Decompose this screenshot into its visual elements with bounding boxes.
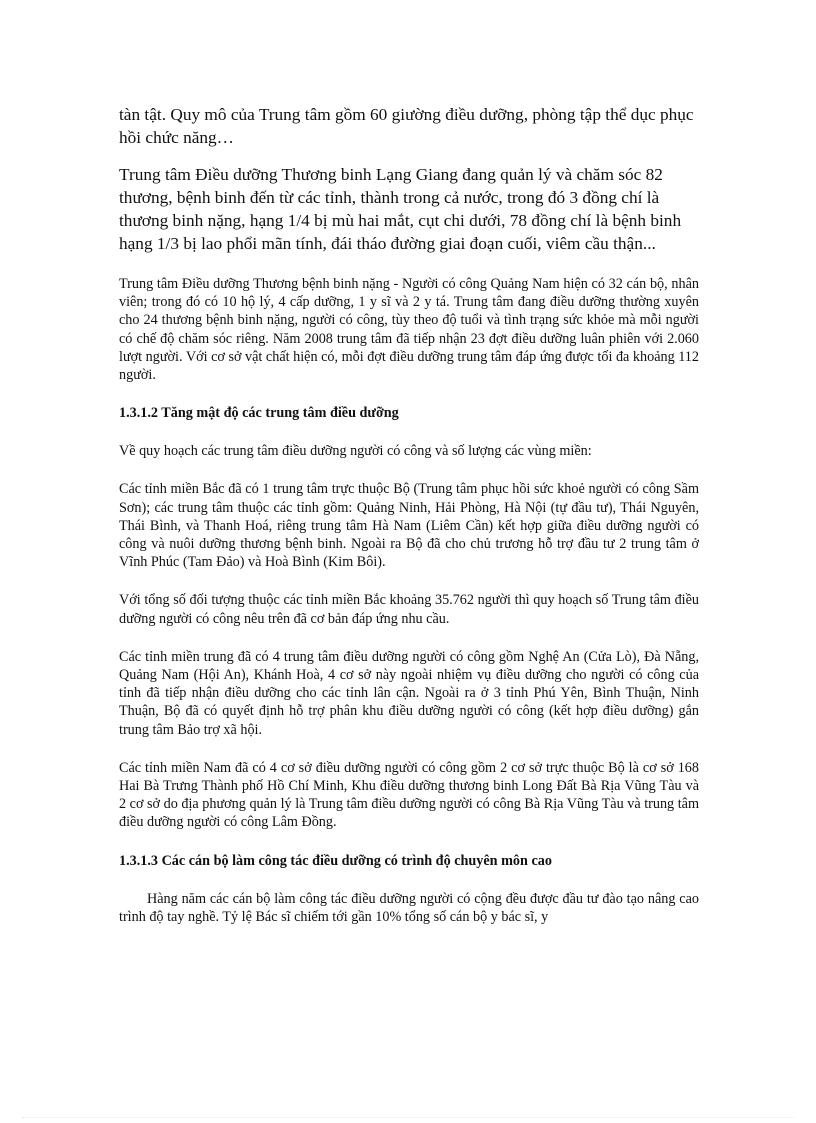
paragraph-planning-intro: Về quy hoạch các trung tâm điều dưỡng người có công và số lượng các vùng miền: bbox=[119, 443, 592, 460]
paragraph-lang-giang-center: Trung tâm Điều dưỡng Thương binh Lạng Giang đang quản lý và chăm sóc 82 thương, bệnh binh đến từ các tỉnh, thành trong cả nước, trong đó 3 đồng chí là thương binh nặng, hạng 1/4 bị mù hai mắt, cụt chi dưới, 78 đồng chí là bệnh binh hạng 1/3 bị lao phổi mãn tính, đái tháo đường giai đoạn cuối, viêm cầu thận... bbox=[119, 165, 682, 253]
paragraph-staff-training: Hàng năm các cán bộ làm công tác điều dưỡng người có cộng đều được đầu tư đào tạo nâng cao trình độ tay nghề. Tỷ lệ Bác sĩ chiếm tới gần 10% tổng số cán bộ y bác sĩ, y bbox=[119, 890, 699, 925]
document-page bbox=[119, 103, 699, 946]
page-bottom-divider bbox=[22, 1117, 794, 1118]
paragraph-southern-provinces: Các tỉnh miền Nam đã có 4 cơ sở điều dưỡng người có công gồm 2 cơ sở trực thuộc Bộ là cơ sở 168 Hai Bà Trưng Thành phố Hồ Chí Minh, Khu điều dưỡng thương binh Long Đất Bà Rịa Vũng Tàu và 2 cơ sở do địa phương quản lý là Trung tâm điều dưỡng người có công Bà Rịa Vũng Tàu và trung tâm điều dưỡng người có công Lâm Đồng. bbox=[119, 759, 699, 831]
section-heading-1-3-1-3: 1.3.1.3 Các cán bộ làm công tác điều dưỡng có trình độ chuyên môn cao bbox=[119, 852, 552, 869]
paragraph-central-provinces: Các tỉnh miền trung đã có 4 trung tâm điều dưỡng người có công gồm Nghệ An (Cửa Lò), Đà Nẵng, Quảng Nam (Hội An), Khánh Hoà, 4 cơ sở này ngoài nhiệm vụ điều dưỡng cho người có công của tỉnh đã tiếp nhận điều dưỡng cho các tỉnh lân cận. Ngoài ra ở 3 tỉnh Phú Yên, Bình Thuận, Ninh Thuận, Bộ đã có quyết định hỗ trợ phân khu điều dưỡng người có công (kết hợp điều dưỡng) gắn trung tâm Bảo trợ xã hội. bbox=[119, 648, 699, 738]
paragraph-northern-total: Với tổng số đối tượng thuộc các tỉnh miền Bắc khoảng 35.762 người thì quy hoạch số Trung tâm điều dưỡng người có công nêu trên đã cơ bản đáp ứng nhu cầu. bbox=[119, 592, 699, 627]
section-heading-1-3-1-2: 1.3.1.2 Tăng mật độ các trung tâm điều dưỡng bbox=[119, 405, 399, 422]
paragraph-intro-continuation: tàn tật. Quy mô của Trung tâm gồm 60 giường điều dưỡng, phòng tập thể dục phục hồi chức năng… bbox=[119, 105, 694, 147]
paragraph-northern-provinces: Các tỉnh miền Bắc đã có 1 trung tâm trực thuộc Bộ (Trung tâm phục hồi sức khoẻ người có công Sầm Sơn); các trung tâm thuộc các tỉnh gồm: Quảng Ninh, Hải Phòng, Hà Nội (tự đầu tư), Thái Nguyên, Thái Bình, và Thanh Hoá, riêng trung tâm Hà Nam (Liêm Cần) kết hợp giữa điều dưỡng người có công và nuôi dưỡng thương bệnh binh. Ngoài ra Bộ đã cho chủ trương hỗ trợ đầu tư 2 trung tâm ở Vĩnh Phúc (Tam Đảo) và Hoà Bình (Kim Bôi). bbox=[119, 481, 699, 571]
paragraph-quang-nam-center: Trung tâm Điều dưỡng Thương bệnh binh nặng - Người có công Quảng Nam hiện có 32 cán bộ, nhân viên; trong đó có 10 hộ lý, 4 cấp dưỡng, 1 y sĩ và 2 y tá. Trung tâm đang điều dưỡng thường xuyên cho 24 thương bệnh binh nặng, người có công, tùy theo độ tuổi và tình trạng sức khỏe mà mỗi người có chế độ chăm sóc riêng. Năm 2008 trung tâm đã tiếp nhận 23 đợt điều dưỡng luân phiên với 2.060 lượt người. Với cơ sở vật chất hiện có, mỗi đợt điều dưỡng trung tâm đáp ứng được tối đa khoảng 112 người. bbox=[119, 276, 699, 384]
